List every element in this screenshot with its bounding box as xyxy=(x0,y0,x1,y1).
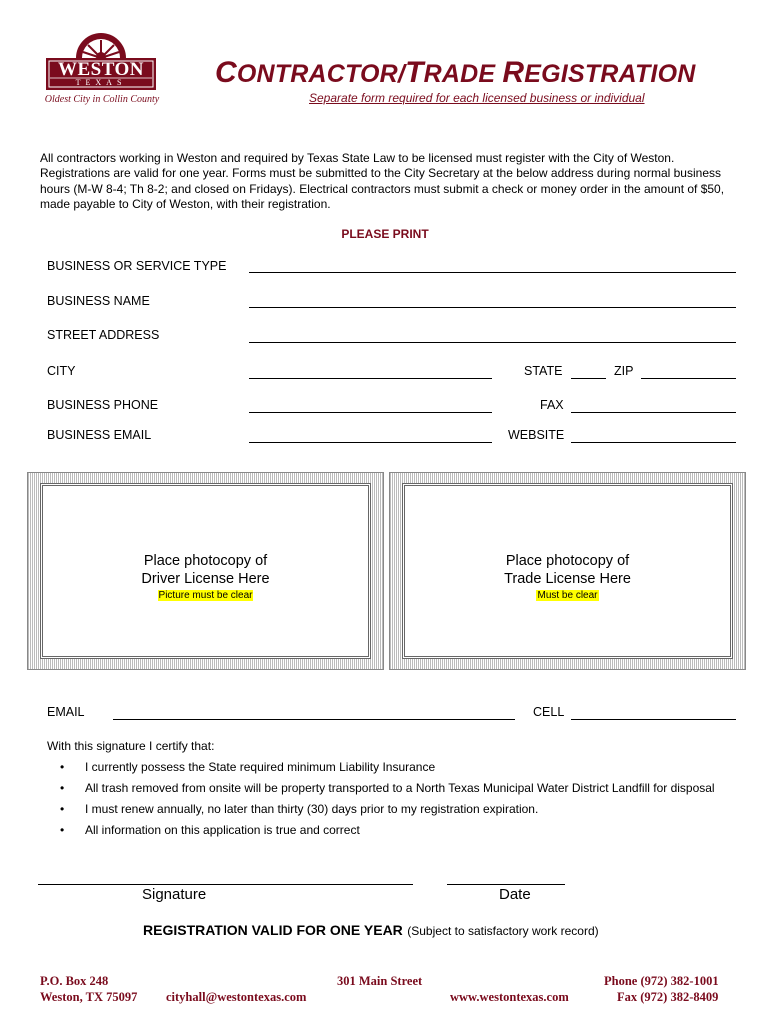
street-address-label: STREET ADDRESS xyxy=(47,328,160,342)
business-name-field[interactable] xyxy=(249,307,736,308)
certify-item: • All information on this application is true and correct xyxy=(60,823,360,837)
signature-field[interactable] xyxy=(38,884,413,885)
signature-label: Signature xyxy=(142,886,207,903)
city-field[interactable] xyxy=(249,378,492,379)
driver-license-line1: Place photocopy of xyxy=(143,553,268,569)
fax-label: FAX xyxy=(540,398,564,412)
trade-license-box[interactable] xyxy=(402,483,733,659)
driver-license-note: Picture must be clear xyxy=(158,590,253,601)
driver-license-frame xyxy=(27,472,384,670)
zip-field[interactable] xyxy=(641,378,736,379)
date-field[interactable] xyxy=(447,884,565,885)
footer-fax: Fax (972) 382-8409 xyxy=(617,990,719,1004)
footer-street: 301 Main Street xyxy=(337,974,423,988)
website-field[interactable] xyxy=(571,442,736,443)
bullet-icon: • xyxy=(60,802,65,816)
website-label: WEBSITE xyxy=(508,428,565,442)
trade-license-line1: Place photocopy of xyxy=(505,553,630,569)
logo-name: WESTON xyxy=(57,59,145,80)
business-phone-field[interactable] xyxy=(249,412,492,413)
validity-note: (Subject to satisfactory work record) xyxy=(407,924,599,938)
trade-license-note: Must be clear xyxy=(537,590,598,601)
bullet-icon: • xyxy=(60,781,65,795)
business-name-label: BUSINESS NAME xyxy=(47,294,150,308)
trade-license-frame xyxy=(389,472,746,670)
certify-list xyxy=(60,760,740,844)
bullet-icon: • xyxy=(60,760,65,774)
cell-field[interactable] xyxy=(571,719,736,720)
email-label: EMAIL xyxy=(47,705,85,719)
logo-tagline: Oldest City in Collin County xyxy=(44,94,160,105)
page-title: CONTRACTOR/TRADE REGISTRATION xyxy=(215,56,696,89)
business-email-field[interactable] xyxy=(249,442,492,443)
footer-email-link[interactable]: cityhall@westontexas.com xyxy=(166,990,307,1004)
bullet-icon: • xyxy=(60,823,65,837)
business-type-label: BUSINESS OR SERVICE TYPE xyxy=(47,259,227,273)
city-label: CITY xyxy=(47,364,76,378)
driver-license-box[interactable] xyxy=(40,483,371,659)
validity-notice xyxy=(143,922,599,940)
business-email-label: BUSINESS EMAIL xyxy=(47,428,152,442)
certify-intro: With this signature I certify that: xyxy=(47,739,215,753)
footer-po-box: P.O. Box 248 xyxy=(40,974,109,988)
street-address-field[interactable] xyxy=(249,342,736,343)
weston-logo xyxy=(36,26,166,118)
date-label: Date xyxy=(499,886,531,903)
please-print-heading: PLEASE PRINT xyxy=(341,227,429,241)
email-field[interactable] xyxy=(113,719,515,720)
business-type-field[interactable] xyxy=(249,272,736,273)
page-subtitle: Separate form required for each licensed business or individual xyxy=(309,91,645,105)
zip-label: ZIP xyxy=(614,364,634,378)
logo-state: TEXAS xyxy=(75,78,127,87)
validity-main: REGISTRATION VALID FOR ONE YEAR xyxy=(143,922,403,938)
footer-city-state-zip: Weston, TX 75097 xyxy=(40,990,138,1004)
driver-license-line2: Driver License Here xyxy=(141,571,270,587)
footer-phone: Phone (972) 382-1001 xyxy=(604,974,719,988)
fax-field[interactable] xyxy=(571,412,736,413)
footer-website-link[interactable]: www.westontexas.com xyxy=(450,990,569,1004)
cell-label: CELL xyxy=(533,705,565,719)
certify-item: • I currently possess the State required minimum Liability Insurance xyxy=(60,760,436,774)
state-field[interactable] xyxy=(571,378,606,379)
certify-item: • I must renew annually, no later than thirty (30) days prior to my registration expiration. xyxy=(60,802,539,816)
intro-paragraph: All contractors working in Weston and required by Texas State Law to be licensed must register with the City of Weston. Registrations are valid for one year. Forms must be submitted to the City Secretary at the below address during normal business hours (M-W 8-4; Th 8-2; and closed on Fridays). Electrical contractors must submit a check or money order in the amount of $50, made payable to City of Weston, with their registration. xyxy=(40,151,725,212)
business-phone-label: BUSINESS PHONE xyxy=(47,398,159,412)
certify-item: • All trash removed from onsite will be property transported to a North Texas Municipal Water District Landfill for disposal xyxy=(60,781,715,795)
trade-license-line2: Trade License Here xyxy=(504,571,631,587)
state-label: STATE xyxy=(524,364,563,378)
